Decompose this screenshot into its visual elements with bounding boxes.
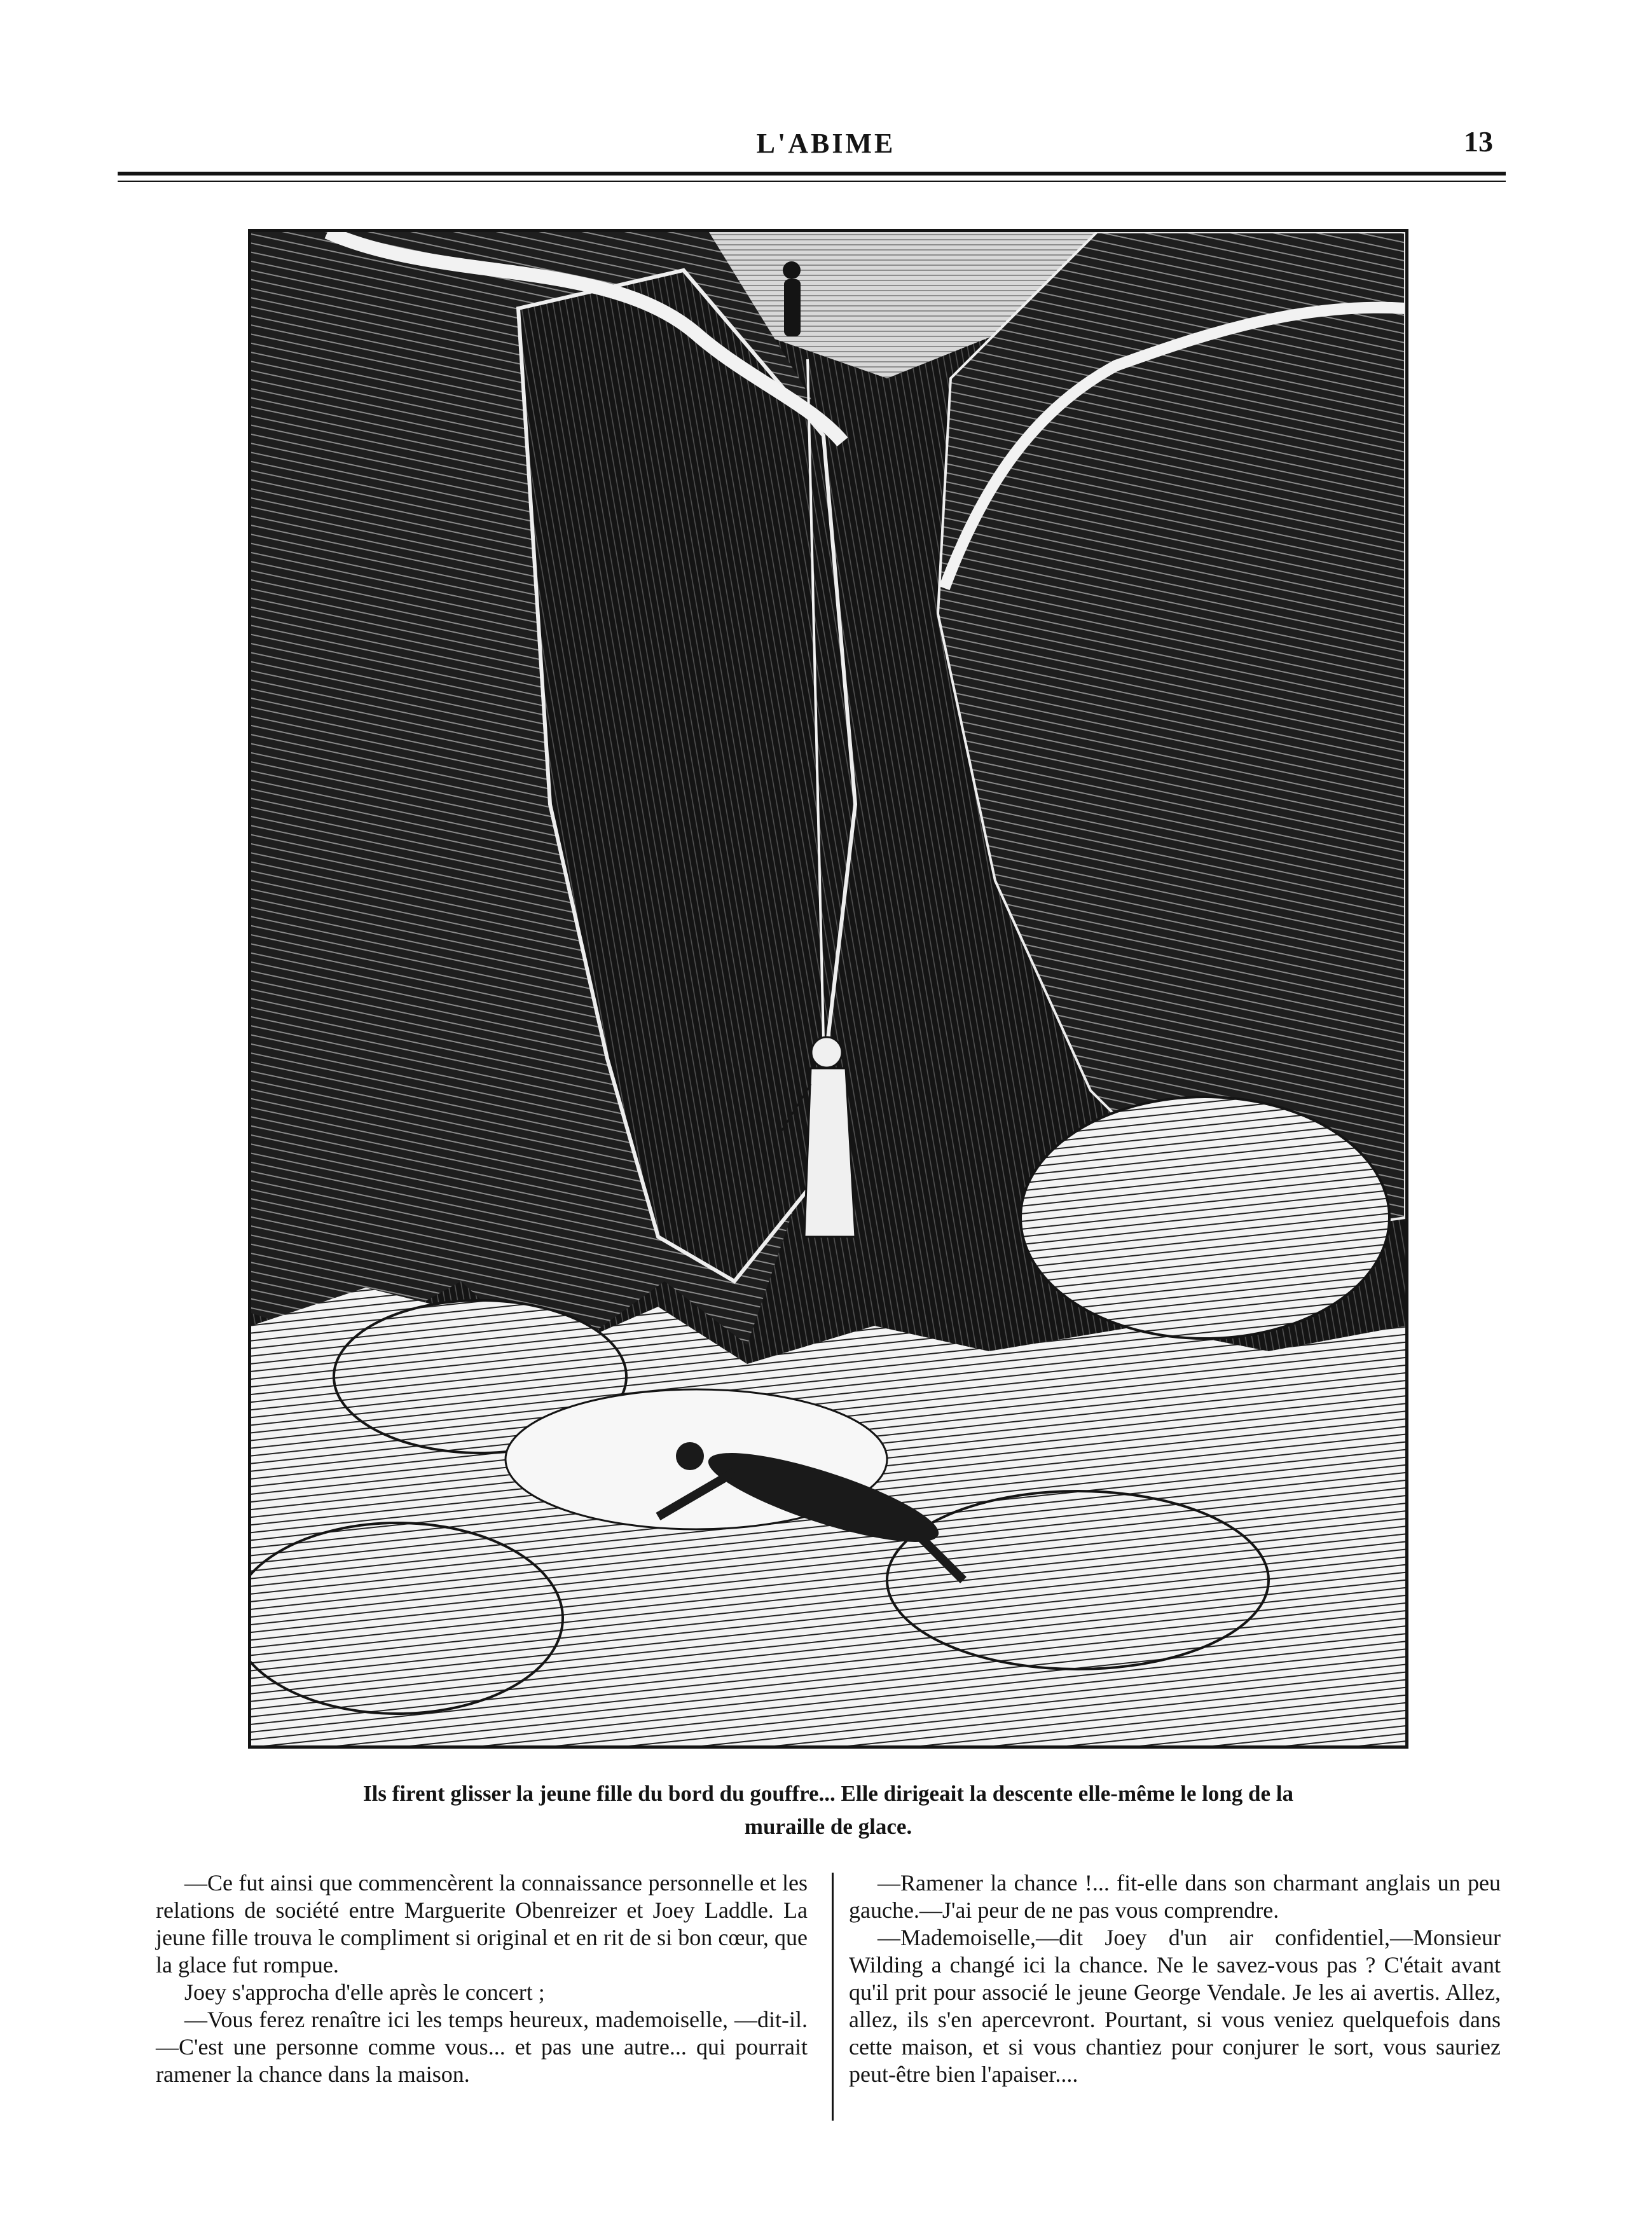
header-rule-thick <box>118 172 1506 176</box>
caption-line-1: Ils firent glisser la jeune fille du bord du gouffre... Elle dirigeait la descente elle-même le long de la <box>362 1781 1294 1806</box>
paragraph: —Ce fut ainsi que commencèrent la connaissance personnelle et les relations de société entre Marguerite Obenreizer et Joey Laddle. La jeune fille trouva le compliment si original et en rit de si bon cœur, que la glace fut rompue. <box>156 1870 808 1978</box>
paragraph: —Ramener la chance !... fit-elle dans son charmant anglais un peu gauche.—J'ai peur de ne pas vous comprendre. <box>849 1870 1501 1923</box>
running-title: L'ABIME <box>756 128 896 159</box>
snow-rock-lower-right <box>887 1491 1269 1669</box>
snow-boulder-right <box>1021 1097 1389 1339</box>
text-column-left <box>156 1869 808 2088</box>
paragraph: —Vous ferez renaître ici les temps heureux, mademoiselle, —dit-il.—C'est une personne comme vous... et pas une autre... qui pourrait ramener la chance dans la maison. <box>156 2007 808 2087</box>
climber-figure-top <box>783 261 801 336</box>
illustration <box>248 229 1408 1749</box>
paragraph: —Mademoiselle,—dit Joey d'un air confidentiel,—Monsieur Wilding a changé ici la chance. Ne le savez-vous pas ? C'était avant qu'il prit pour associé le jeune George Vendale. Je les ai avertis. Allez, allez, ils s'en apercevront. Pourtant, si vous veniez quelquefois dans cette maison, et si vous chantiez pour conjurer le sort, vous sauriez peut-être bien l'apaiser.... <box>849 1925 1501 2087</box>
illustration-caption <box>273 1777 1383 1843</box>
caption-line-2: muraille de glace. <box>744 1814 912 1839</box>
snow-rock-lower-left <box>251 1523 563 1714</box>
engraving-ice-crevasse <box>251 232 1405 1745</box>
column-divider <box>832 1873 834 2121</box>
text-column-right <box>849 1869 1501 2088</box>
header-rule-thin <box>118 181 1506 182</box>
page-number: 13 <box>1464 125 1493 158</box>
paragraph: Joey s'approcha d'elle après le concert ; <box>184 1979 545 2005</box>
